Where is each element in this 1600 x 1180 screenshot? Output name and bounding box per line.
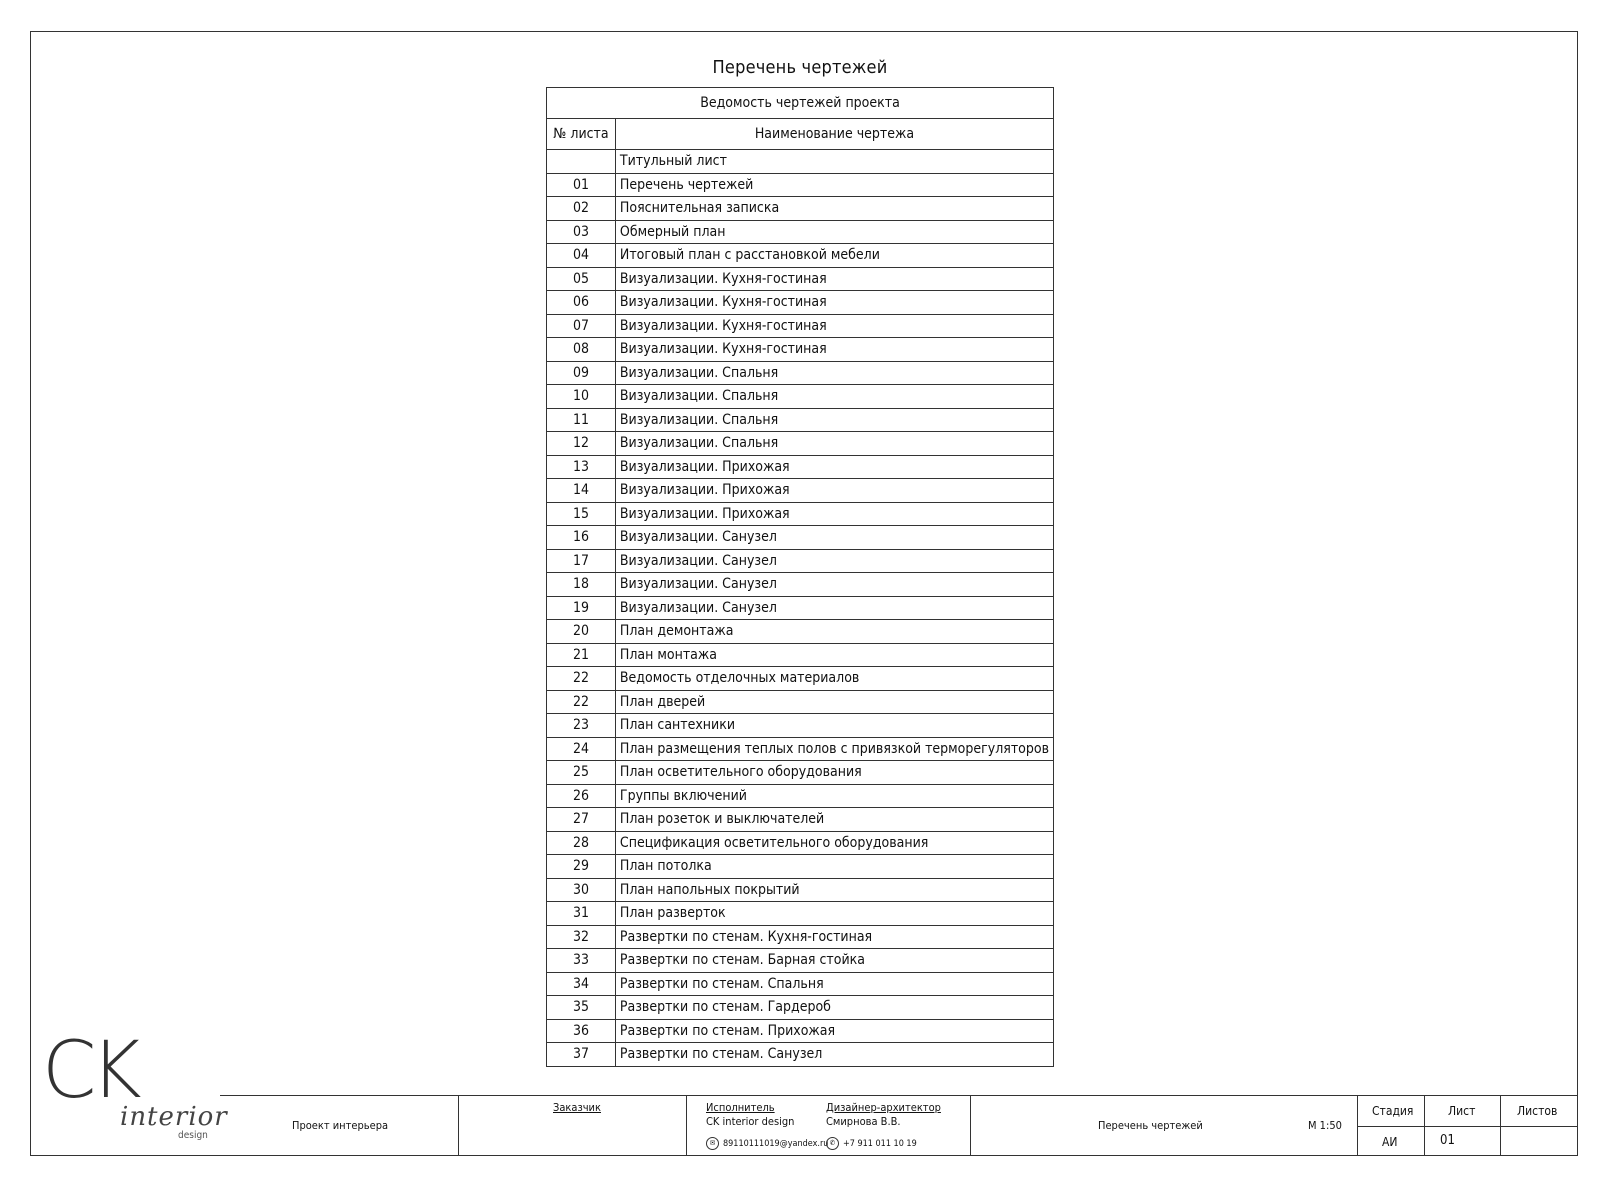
designer-label: Дизайнер-архитектор [826, 1101, 941, 1114]
phone [826, 1137, 917, 1150]
sheet-number-cell: 24 [547, 737, 616, 761]
drawing-name-cell: План размещения теплых полов с привязкой терморегуляторов [615, 737, 1053, 761]
email [706, 1137, 828, 1150]
drawing-name-cell: Группы включений [615, 784, 1053, 808]
sheet-number-cell: 22 [547, 667, 616, 691]
table-row [547, 573, 1054, 597]
drawing-name-cell: Развертки по стенам. Прихожая [615, 1019, 1053, 1043]
sheet-number-cell: 29 [547, 855, 616, 879]
table-row [547, 385, 1054, 409]
sheet-number-cell: 14 [547, 479, 616, 503]
table-row [547, 855, 1054, 879]
drawing-name-cell: Визуализации. Спальня [615, 361, 1053, 385]
scale: М 1:50 [1308, 1119, 1342, 1132]
sheet-number-cell: 11 [547, 408, 616, 432]
table-row [547, 291, 1054, 315]
sheet-number-cell: 22 [547, 690, 616, 714]
drawings-list-table [546, 87, 1054, 1067]
table-row [547, 479, 1054, 503]
mail-icon: ✉ [706, 1137, 719, 1150]
sheet-number-cell: 13 [547, 455, 616, 479]
table-row [547, 220, 1054, 244]
table-header-row [547, 119, 1054, 150]
table-row [547, 549, 1054, 573]
sheet-number-cell: 06 [547, 291, 616, 315]
sheet-label: Лист [1448, 1104, 1476, 1118]
sheet-number-cell: 37 [547, 1043, 616, 1067]
sheet-number-cell: 31 [547, 902, 616, 926]
drawing-name-cell: Визуализации. Спальня [615, 432, 1053, 456]
sheet-number-cell: 10 [547, 385, 616, 409]
sheet-number-cell: 35 [547, 996, 616, 1020]
table-row [547, 620, 1054, 644]
sheet-number-cell [547, 150, 616, 174]
table-row [547, 267, 1054, 291]
sheets-label: Листов [1517, 1104, 1558, 1118]
table-row [547, 502, 1054, 526]
drawing-name-cell: Визуализации. Спальня [615, 408, 1053, 432]
drawing-name-cell: Визуализации. Прихожая [615, 455, 1053, 479]
page-title: Перечень чертежей [712, 57, 888, 78]
drawing-name-cell: Визуализации. Санузел [615, 526, 1053, 550]
sheet-title: Перечень чертежей [1098, 1119, 1203, 1132]
sheet-number-cell: 08 [547, 338, 616, 362]
sheet-number-cell: 16 [547, 526, 616, 550]
table-row [547, 737, 1054, 761]
drawing-name-cell: План потолка [615, 855, 1053, 879]
sheet-number-cell: 26 [547, 784, 616, 808]
email-text: 89110111019@yandex.ru [723, 1139, 829, 1149]
drawing-name-cell: План осветительного оборудования [615, 761, 1053, 785]
table-row [547, 244, 1054, 268]
drawing-name-cell: Визуализации. Санузел [615, 596, 1053, 620]
sheet-number-cell: 09 [547, 361, 616, 385]
phone-text: +7 911 011 10 19 [843, 1139, 917, 1149]
table-row [547, 784, 1054, 808]
table-row [547, 197, 1054, 221]
table-caption: Ведомость чертежей проекта [547, 88, 1054, 119]
drawing-name-cell: Развертки по стенам. Гардероб [615, 996, 1053, 1020]
stage-label: Стадия [1372, 1104, 1414, 1118]
drawing-name-cell: Ведомость отделочных материалов [615, 667, 1053, 691]
logo-letters: CK [42, 1026, 136, 1116]
table-row [547, 808, 1054, 832]
drawing-name-cell: План напольных покрытий [615, 878, 1053, 902]
table-row [547, 996, 1054, 1020]
table-row [547, 150, 1054, 174]
table-row [547, 1043, 1054, 1067]
table-row [547, 173, 1054, 197]
table-row [547, 714, 1054, 738]
table-row [547, 667, 1054, 691]
drawing-name-cell: Пояснительная записка [615, 197, 1053, 221]
sheet-number-cell: 34 [547, 972, 616, 996]
table-row [547, 902, 1054, 926]
logo-small: design [178, 1130, 208, 1141]
sheet-number-cell: 03 [547, 220, 616, 244]
drawing-name-cell: План дверей [615, 690, 1053, 714]
drawing-name-cell: Визуализации. Кухня-гостиная [615, 267, 1053, 291]
sheet-number-cell: 19 [547, 596, 616, 620]
drawing-name-cell: Визуализации. Прихожая [615, 479, 1053, 503]
sheet-number-cell: 18 [547, 573, 616, 597]
sheet-number-cell: 15 [547, 502, 616, 526]
drawing-name-cell: Итоговый план с расстановкой мебели [615, 244, 1053, 268]
sheet-number-cell: 28 [547, 831, 616, 855]
drawing-name-cell: Визуализации. Кухня-гостиная [615, 338, 1053, 362]
sheet-value: 01 [1440, 1133, 1455, 1148]
drawing-name-cell: Визуализации. Кухня-гостиная [615, 314, 1053, 338]
drawing-name-cell: Визуализации. Санузел [615, 573, 1053, 597]
sheet-number-cell: 36 [547, 1019, 616, 1043]
sheet-number-cell: 12 [547, 432, 616, 456]
drawing-name-cell: Спецификация осветительного оборудования [615, 831, 1053, 855]
sheet-number-cell: 01 [547, 173, 616, 197]
sheet-number-cell: 07 [547, 314, 616, 338]
drawing-name-cell: План монтажа [615, 643, 1053, 667]
column-header-sheet-number: № листа [547, 119, 616, 150]
customer-label: Заказчик [553, 1101, 601, 1114]
sheet-number-cell: 04 [547, 244, 616, 268]
drawing-name-cell: Развертки по стенам. Спальня [615, 972, 1053, 996]
table-row [547, 925, 1054, 949]
table-row [547, 878, 1054, 902]
drawing-name-cell: Визуализации. Кухня-гостиная [615, 291, 1053, 315]
table-row [547, 314, 1054, 338]
drawing-name-cell: План демонтажа [615, 620, 1053, 644]
table-row [547, 432, 1054, 456]
table-row [547, 596, 1054, 620]
column-header-drawing-name: Наименование чертежа [615, 119, 1053, 150]
table-row [547, 690, 1054, 714]
table-caption-row [547, 88, 1054, 119]
sheet-number-cell: 27 [547, 808, 616, 832]
sheet-number-cell: 33 [547, 949, 616, 973]
drawing-name-cell: Перечень чертежей [615, 173, 1053, 197]
drawing-name-cell: Титульный лист [615, 150, 1053, 174]
drawing-name-cell: План разверток [615, 902, 1053, 926]
designer-name: Смирнова В.В. [826, 1115, 901, 1128]
sheet-number-cell: 17 [547, 549, 616, 573]
logo-script: interior [120, 1102, 228, 1132]
table-row [547, 643, 1054, 667]
sheet-number-cell: 02 [547, 197, 616, 221]
table-row [547, 949, 1054, 973]
sheet-number-cell: 05 [547, 267, 616, 291]
table-row [547, 831, 1054, 855]
executor-label: Исполнитель [706, 1101, 775, 1114]
sheet-number-cell: 21 [547, 643, 616, 667]
drawing-name-cell: План розеток и выключателей [615, 808, 1053, 832]
drawing-name-cell: План сантехники [615, 714, 1053, 738]
drawing-name-cell: Визуализации. Санузел [615, 549, 1053, 573]
sheet-number-cell: 30 [547, 878, 616, 902]
project-label: Проект интерьера [292, 1119, 389, 1132]
table-row [547, 455, 1054, 479]
table-row [547, 761, 1054, 785]
sheet-number-cell: 23 [547, 714, 616, 738]
phone-icon: ✆ [826, 1137, 839, 1150]
stage-value: АИ [1382, 1135, 1398, 1149]
drawing-name-cell: Визуализации. Спальня [615, 385, 1053, 409]
table-row [547, 1019, 1054, 1043]
table-row [547, 338, 1054, 362]
drawing-name-cell: Развертки по стенам. Кухня-гостиная [615, 925, 1053, 949]
sheet-number-cell: 20 [547, 620, 616, 644]
table-row [547, 526, 1054, 550]
table-row [547, 972, 1054, 996]
drawing-name-cell: Развертки по стенам. Барная стойка [615, 949, 1053, 973]
sheet-number-cell: 32 [547, 925, 616, 949]
drawing-name-cell: Развертки по стенам. Санузел [615, 1043, 1053, 1067]
title-block [30, 1095, 1578, 1156]
drawing-name-cell: Обмерный план [615, 220, 1053, 244]
table-row [547, 408, 1054, 432]
table-row [547, 361, 1054, 385]
drawing-name-cell: Визуализации. Прихожая [615, 502, 1053, 526]
sheet-number-cell: 25 [547, 761, 616, 785]
executor-name: CK interior design [706, 1115, 795, 1128]
